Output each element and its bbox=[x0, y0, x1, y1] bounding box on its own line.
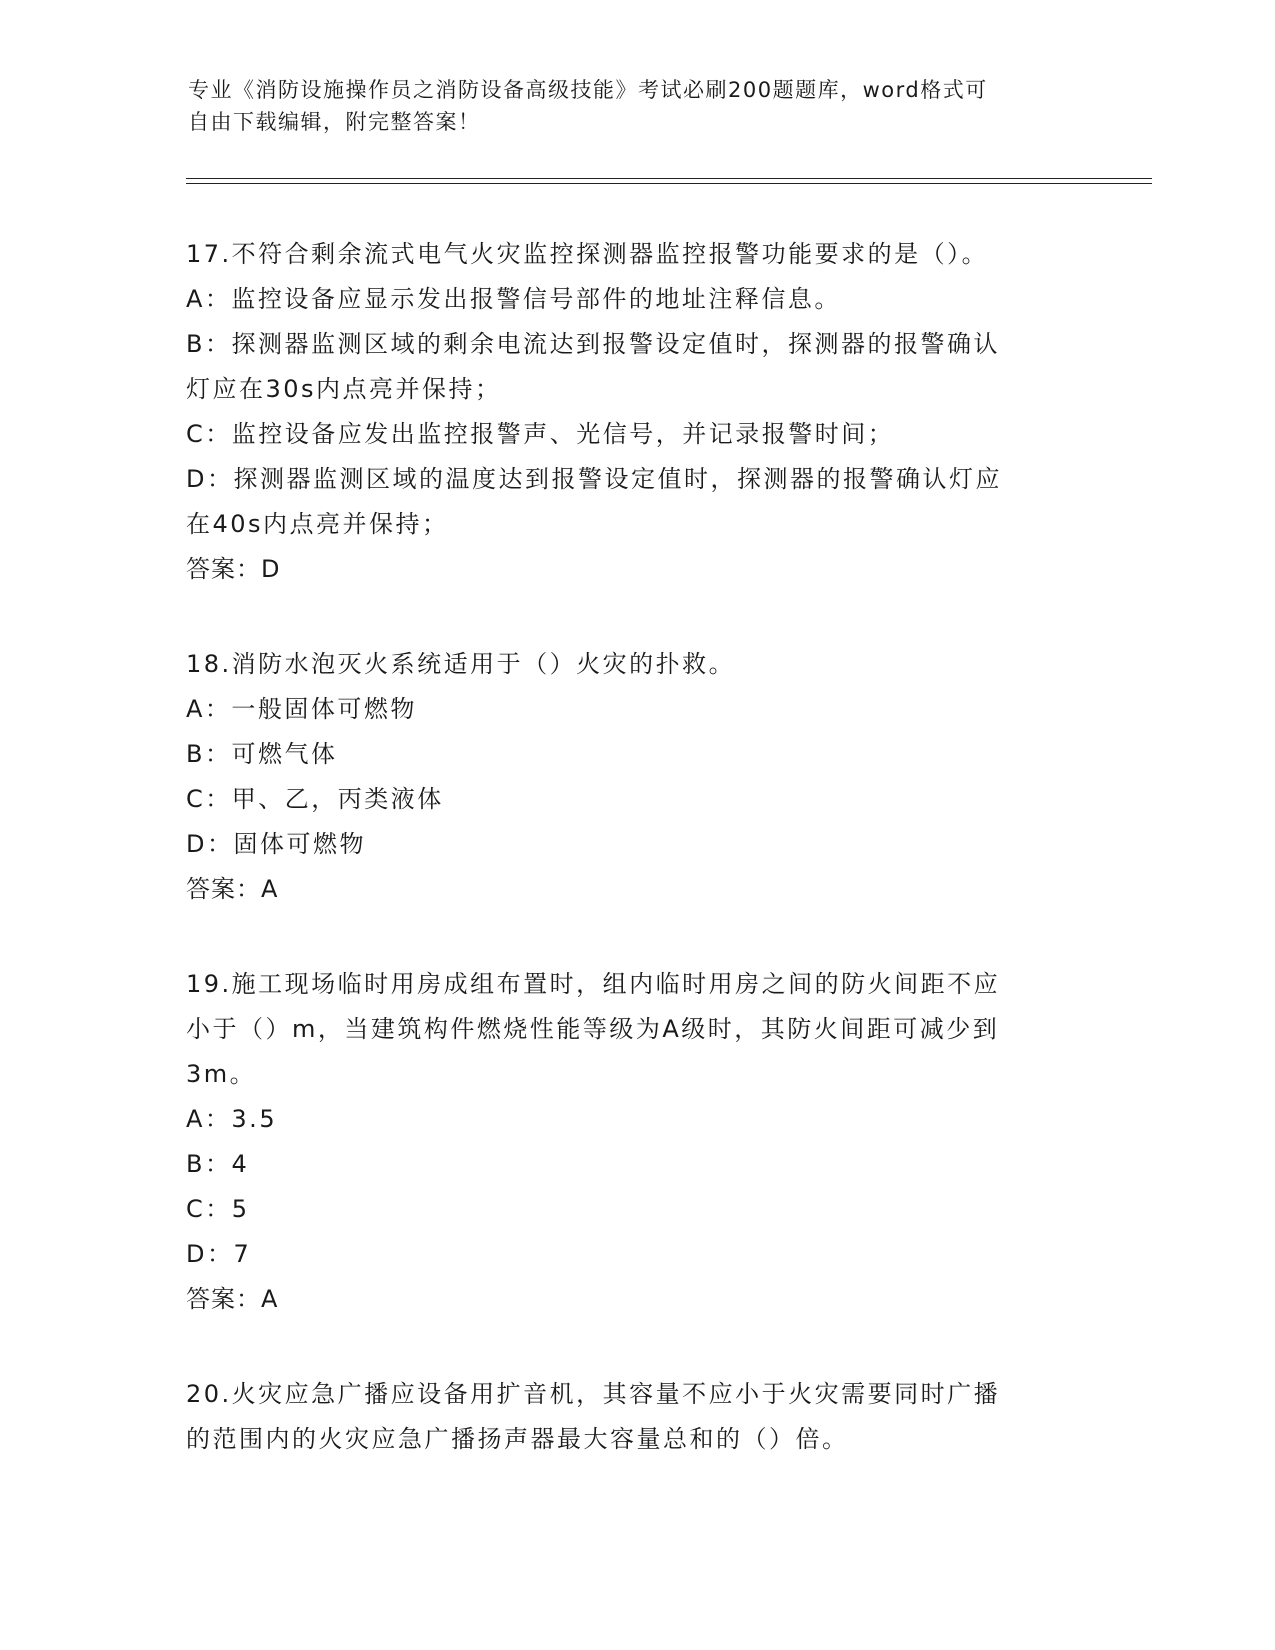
option-a: A：一般固体可燃物 bbox=[186, 695, 417, 723]
header-line-1: 专业《消防设施操作员之消防设备高级技能》考试必刷200题题库，word格式可 bbox=[188, 78, 988, 102]
document-header bbox=[188, 74, 1068, 138]
header-line-2: 自由下载编辑，附完整答案！ bbox=[188, 110, 481, 134]
option-d: D：固体可燃物 bbox=[186, 830, 366, 858]
option-c: C：甲、乙，丙类液体 bbox=[186, 785, 444, 813]
question-stem-line-1: 19.施工现场临时用房成组布置时，组内临时用房之间的防火间距不应 bbox=[186, 970, 1001, 998]
question-stem: 17.不符合剩余流式电气火灾监控探测器监控报警功能要求的是（）。 bbox=[186, 240, 989, 268]
question-stem-line-3: 3m。 bbox=[186, 1060, 257, 1088]
option-b-line-2: 灯应在30s内点亮并保持； bbox=[186, 375, 502, 403]
option-b: B：可燃气体 bbox=[186, 740, 338, 768]
option-a: A：3.5 bbox=[186, 1105, 278, 1133]
header-divider bbox=[186, 178, 1152, 184]
option-c: C：监控设备应发出监控报警声、光信号，并记录报警时间； bbox=[186, 420, 895, 448]
option-c: C：5 bbox=[186, 1195, 250, 1223]
question-stem-line-2: 小于（）m，当建筑构件燃烧性能等级为A级时，其防火间距可减少到 bbox=[186, 1015, 1000, 1043]
answer: 答案：D bbox=[186, 555, 281, 583]
question-stem: 18.消防水泡灭火系统适用于（）火灾的扑救。 bbox=[186, 650, 736, 678]
question-17 bbox=[186, 232, 1066, 592]
question-19 bbox=[186, 962, 1066, 1322]
answer: 答案：A bbox=[186, 1285, 279, 1313]
option-b-line-1: B：探测器监测区域的剩余电流达到报警设定值时，探测器的报警确认 bbox=[186, 330, 1000, 358]
option-d-line-2: 在40s内点亮并保持； bbox=[186, 510, 449, 538]
question-20 bbox=[186, 1372, 1066, 1462]
option-d-line-1: D：探测器监测区域的温度达到报警设定值时，探测器的报警确认灯应 bbox=[186, 465, 1002, 493]
option-a: A：监控设备应显示发出报警信号部件的地址注释信息。 bbox=[186, 285, 841, 313]
option-b: B：4 bbox=[186, 1150, 250, 1178]
answer: 答案：A bbox=[186, 875, 279, 903]
question-18 bbox=[186, 642, 1066, 912]
question-stem-line-1: 20.火灾应急广播应设备用扩音机，其容量不应小于火灾需要同时广播 bbox=[186, 1380, 1001, 1408]
option-d: D：7 bbox=[186, 1240, 252, 1268]
question-stem-line-2: 的范围内的火灾应急广播扬声器最大容量总和的（）倍。 bbox=[186, 1425, 849, 1453]
